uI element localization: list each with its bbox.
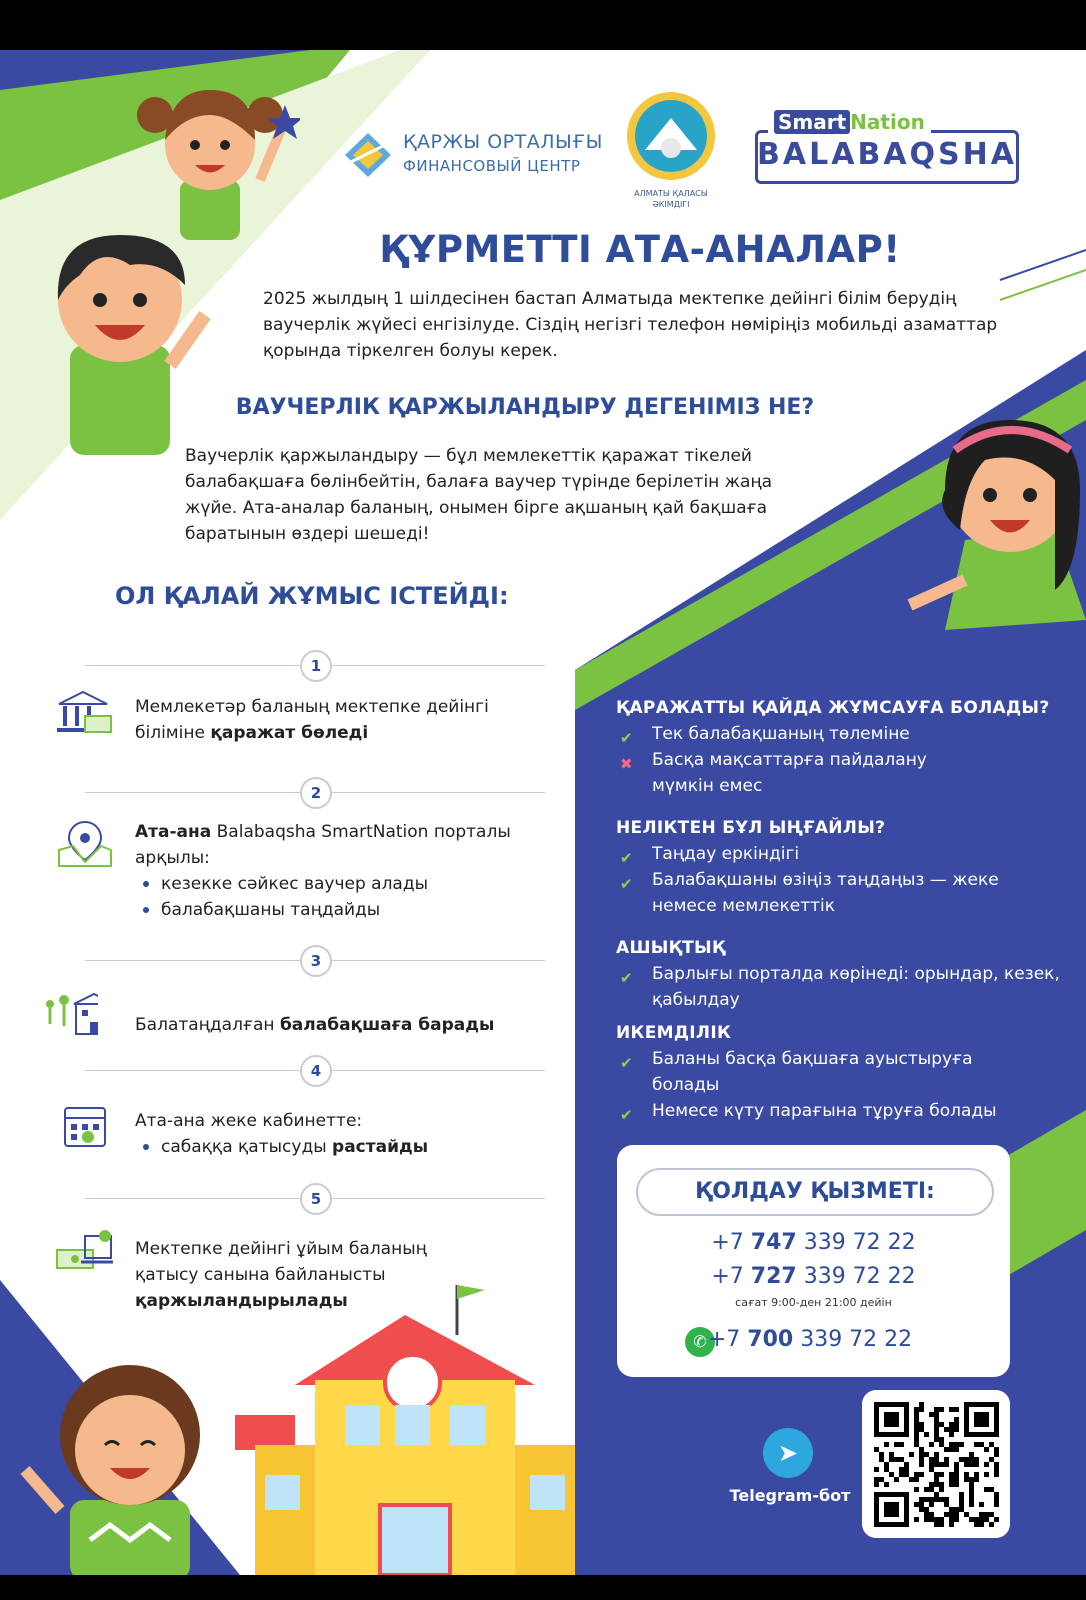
finance-center-name-ru: ФИНАНСОВЫЙ ЦЕНТР [403, 157, 581, 175]
support-hours: сағат 9:00-ден 21:00 дейін [735, 1296, 892, 1309]
step-5-text-part: Мектепке дейінгі ұйым баланың қатысу санына байланысты [135, 1239, 427, 1285]
step-number-4: 4 [300, 1055, 332, 1087]
why-item-1 [616, 841, 1056, 867]
step-4-text [135, 1108, 555, 1160]
check-circle-icon: ✔ [620, 969, 633, 987]
check-circle-icon: ✔ [620, 849, 633, 867]
phone-2-prefix: +7 [711, 1264, 751, 1289]
transparency-item-1-text: Барлығы порталда көрінеді: орындар, кезек, қабылдау [652, 964, 1060, 1010]
where-forbidden-text: Басқа мақсаттарға пайдалану мүмкін емес [652, 750, 927, 796]
transparency-heading: АШЫҚТЫҚ [616, 938, 726, 958]
definition-paragraph: Ваучерлік қаржыландыру — бұл мемлекеттік қаражат тікелей балабақшаға бөлінбейтін, балаға ваучер түрінде берілетін жаңа жүйе. Ата-аналар баланың, онымен бірге ақшаның қай бақшаға баратынын өздері шешеді! [185, 446, 773, 544]
whatsapp-phone[interactable] [660, 1327, 960, 1352]
phone-2-number: 339 72 22 [796, 1264, 916, 1289]
kindergarten-building-illustration [235, 1275, 575, 1575]
where-allowed-item [616, 721, 1056, 747]
phone-1-code: 747 [750, 1230, 797, 1255]
step-2-text-part: Balabaqsha SmartNation порталы арқылы: [135, 822, 511, 868]
finance-center-name-kz: ҚАРЖЫ ОРТАЛЫҒЫ [403, 131, 603, 153]
flexibility-item-2-text: Немесе күту парағына тұруға болады [652, 1101, 997, 1121]
calendar-check-icon [55, 1102, 115, 1150]
cross-circle-icon: ✖ [620, 755, 633, 773]
flyer-page [0, 50, 1086, 1575]
support-phone-2[interactable] [617, 1264, 1010, 1289]
step-number-5: 5 [300, 1183, 332, 1215]
definition-heading: ВАУЧЕРЛІК ҚАРЖЫЛАНДЫРУ ДЕГЕНІМІЗ НЕ? [235, 395, 815, 420]
page-title: ҚҰРМЕТТІ АТА-АНАЛАР! [379, 228, 901, 271]
step-2-bullet-2: балабақшаны таңдайды [135, 897, 555, 923]
telegram-qr-code [862, 1390, 1010, 1538]
flexibility-section [616, 1020, 1056, 1124]
step-3-bold: балабақшаға барады [279, 1015, 495, 1035]
step-1-text-part: Мемлекетәр баланың мектепке дейінгі біліміне [135, 697, 489, 743]
phone-1-prefix: +7 [711, 1230, 751, 1255]
wa-number: 339 72 22 [793, 1327, 913, 1352]
curly-kid-illustration [20, 1340, 240, 1575]
akimat-caption-line2: ӘКІМДІГІ [652, 200, 690, 209]
flexibility-heading: ИКЕМДІЛІК [616, 1023, 732, 1043]
phone-2-code: 727 [750, 1264, 797, 1289]
support-title: ҚОЛДАУ ҚЫЗМЕТІ: [636, 1168, 994, 1216]
transparency-item-1 [616, 961, 1062, 1013]
how-it-works-heading: ОЛ ҚАЛАЙ ЖҰМЫС ІСТЕЙДІ: [115, 582, 509, 610]
telegram-icon[interactable]: ➤ [763, 1428, 813, 1478]
boy-waving-illustration [20, 205, 220, 455]
akimat-caption [615, 188, 727, 210]
step-number-3: 3 [300, 945, 332, 977]
balabaqsha-wordmark: BALABAQSHA [757, 137, 1017, 172]
transparency-section [616, 935, 1060, 1013]
step-2-line [135, 819, 555, 871]
girl-jumping-illustration [905, 390, 1086, 690]
step-2-bold: Ата-ана [135, 822, 212, 842]
whatsapp-icon: ✆ [685, 1327, 715, 1357]
step-number-1: 1 [300, 650, 332, 682]
flexibility-item-1-text: Баланы басқа бақшаға ауыстыруға болады [652, 1049, 973, 1095]
phone-1-number: 339 72 22 [796, 1230, 916, 1255]
check-circle-icon: ✔ [620, 729, 633, 747]
why-item-2-text: Балабақшаны өзіңіз таңдаңыз — жеке немесе мемлекеттік [652, 870, 999, 916]
check-circle-icon: ✔ [620, 1106, 633, 1124]
step-2-bullet-1: кезекке сәйкес ваучер алады [135, 871, 555, 897]
why-heading: НЕЛІКТЕН БҰЛ ЫҢҒАЙЛЫ? [616, 818, 886, 838]
step-2-text [135, 819, 555, 923]
step-4-bullet-bold: растайды [332, 1137, 429, 1157]
bank-money-icon [55, 690, 115, 738]
telegram-bot-label[interactable]: Telegram-бот [729, 1486, 851, 1505]
support-phone-1[interactable] [617, 1230, 1010, 1255]
step-3-text-part: Балатаңдалған [135, 1015, 280, 1035]
step-5-text [135, 1236, 475, 1314]
why-convenient-section [616, 815, 1056, 919]
akimat-caption-line1: АЛМАТЫ ҚАЛАСЫ [634, 189, 708, 198]
flexibility-item-2 [616, 1098, 1056, 1124]
wa-code: 700 [747, 1327, 794, 1352]
smartnation-wordmark [768, 108, 931, 136]
almaty-akimat-seal-icon [625, 90, 717, 182]
where-allowed-text: Тек балабақшаның төлеміне [652, 724, 910, 744]
nation-word: Nation [850, 110, 925, 134]
step-4-line: Ата-ана жеке кабинетте: [135, 1111, 363, 1131]
wa-prefix: +7 [707, 1327, 748, 1352]
map-pin-icon [55, 820, 115, 868]
smart-word: Smart [774, 110, 850, 134]
where-to-spend-section [616, 695, 1056, 799]
step-5-bold: қаржыландырылады [135, 1291, 348, 1311]
money-laptop-icon [55, 1228, 115, 1276]
finance-center-emblem-icon [345, 133, 391, 177]
step-number-2: 2 [300, 777, 332, 809]
step-1-bold: қаражат бөледі [210, 723, 369, 743]
step-4-bullet-text: сабаққа қатысуды [161, 1137, 333, 1157]
finance-center-logo [345, 125, 605, 185]
family-school-icon [38, 990, 98, 1038]
where-forbidden-item [616, 747, 992, 799]
qr-code-pattern [862, 1390, 1010, 1538]
check-circle-icon: ✔ [620, 875, 633, 893]
step-3-text [135, 1012, 555, 1038]
where-heading: ҚАРАЖАТТЫ ҚАЙДА ЖҰМСАУҒА БОЛАДЫ? [616, 698, 1050, 718]
intro-paragraph: 2025 жылдың 1 шілдесінен бастап Алматыда мектепке дейінгі білім берудің ваучерлік жүйесі енгізілуде. Сіздің негізгі телефон нөміріңіз мобильді азаматтар қорында тіркелген болуы керек. [263, 289, 998, 361]
flexibility-item-1 [616, 1046, 1032, 1098]
check-circle-icon: ✔ [620, 1054, 633, 1072]
step-1-text [135, 694, 555, 746]
why-item-1-text: Таңдау еркіндігі [652, 844, 800, 864]
step-4-bullet [135, 1134, 555, 1160]
why-item-2 [616, 867, 1032, 919]
